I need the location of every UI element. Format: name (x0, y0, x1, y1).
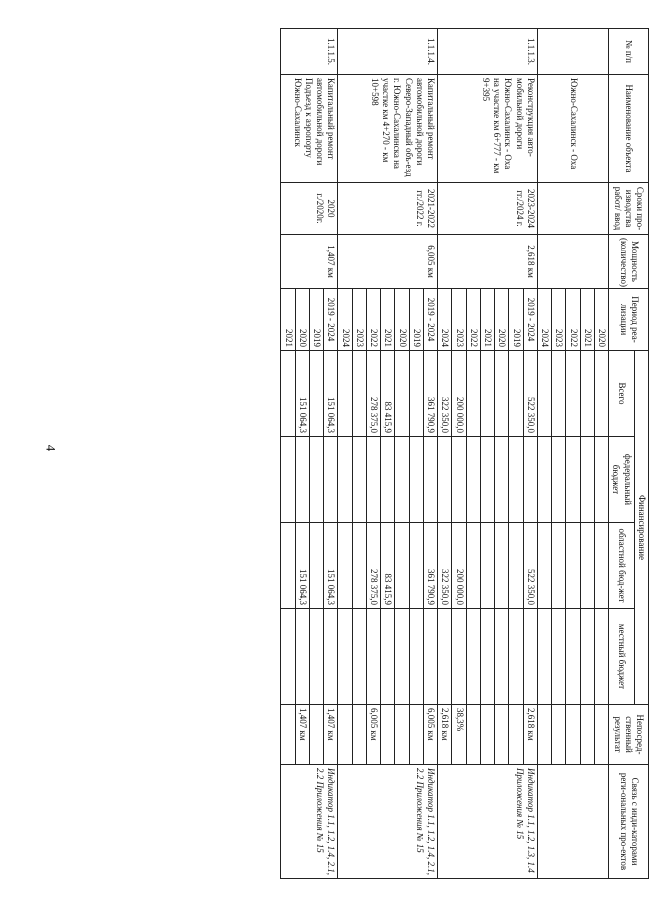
federal-budget (324, 437, 338, 523)
period: 2019 - 2024 (523, 289, 537, 351)
capacity: 2,618 км (438, 235, 538, 289)
cont-num-cell (538, 29, 609, 75)
header-num: № п/п (609, 29, 649, 75)
header-local: местный бюджет (609, 609, 635, 705)
direct-result (409, 705, 423, 765)
local-budget (481, 609, 495, 705)
regional-budget (395, 523, 409, 609)
direct-result (281, 705, 295, 765)
local-budget (338, 609, 352, 705)
federal-budget (495, 437, 509, 523)
financing-table (281, 28, 649, 879)
direct-result (466, 705, 480, 765)
total-amount (352, 351, 366, 437)
total-amount: 361 790,9 (424, 351, 438, 437)
object-name: Капитальный ремонт автомобильной дороги Подъезд к аэропорту Южно-Сахалинск (281, 75, 338, 183)
table-body (281, 29, 609, 879)
regional-budget: 151 064,3 (295, 523, 309, 609)
direct-result (381, 705, 395, 765)
row-number: 1.1.1.4. (338, 29, 438, 75)
regional-budget: 522 350,0 (523, 523, 537, 609)
period: 2022 (466, 289, 480, 351)
federal-budget (338, 437, 352, 523)
regional-budget (352, 523, 366, 609)
regional-budget (409, 523, 423, 609)
cont-period: 2022 (566, 289, 580, 351)
local-budget (295, 609, 309, 705)
direct-result: 1,407 км (295, 705, 309, 765)
direct-result: 6,005 км (424, 705, 438, 765)
page-number: 4 (43, 444, 59, 452)
period: 2019 (509, 289, 523, 351)
direct-result (310, 705, 324, 765)
header-capacity: Мощность (количество) (609, 235, 649, 289)
regional-budget: 278 375,0 (367, 523, 381, 609)
regional-budget (481, 523, 495, 609)
total-amount: 522 350,0 (523, 351, 537, 437)
federal-budget (523, 437, 537, 523)
header-link: Связь с инди-каторами реги-ональных про-ектов (609, 765, 649, 879)
local-budget (438, 609, 452, 705)
table-row (523, 29, 537, 879)
capacity: 6,005 км (338, 235, 438, 289)
local-budget (395, 609, 409, 705)
local-budget (466, 609, 480, 705)
total-amount: 151 064,3 (295, 351, 309, 437)
indicator-link: Индикатор 1.1, 1.2, 1.3, 1.4 Приложения № 15 (438, 765, 538, 879)
local-budget (367, 609, 381, 705)
total-amount (466, 351, 480, 437)
local-budget (509, 609, 523, 705)
regional-budget: 83 415,9 (381, 523, 395, 609)
local-budget (424, 609, 438, 705)
table-row (595, 29, 609, 879)
cont-link-cell (538, 765, 609, 879)
regional-budget (281, 523, 295, 609)
header-result: Непосред-ственный результат (609, 705, 649, 765)
cont-capacity-cell (538, 235, 609, 289)
regional-budget (495, 523, 509, 609)
period: 2020 (395, 289, 409, 351)
federal-budget (509, 437, 523, 523)
total-amount (495, 351, 509, 437)
regional-budget (338, 523, 352, 609)
regional-budget: 361 790,9 (424, 523, 438, 609)
work-terms: 2021-2022 гг./2022 г. (338, 183, 438, 235)
federal-budget (395, 437, 409, 523)
table-row (324, 29, 338, 879)
federal-budget (466, 437, 480, 523)
period: 2022 (367, 289, 381, 351)
direct-result: 2,618 км (438, 705, 452, 765)
federal-budget (409, 437, 423, 523)
local-budget (352, 609, 366, 705)
direct-result (509, 705, 523, 765)
period: 2020 (295, 289, 309, 351)
total-amount (338, 351, 352, 437)
cont-period: 2021 (580, 289, 594, 351)
direct-result (495, 705, 509, 765)
cont-terms-cell (538, 183, 609, 235)
regional-budget: 322 350,0 (438, 523, 452, 609)
period: 2023 (352, 289, 366, 351)
work-terms: 2020 г./2020г. (281, 183, 338, 235)
federal-budget (310, 437, 324, 523)
local-budget (310, 609, 324, 705)
direct-result: 38,3% (452, 705, 466, 765)
cont-period: 2020 (595, 289, 609, 351)
period: 2019 - 2024 (324, 289, 338, 351)
direct-result: 1,407 км (324, 705, 338, 765)
row-number: 1.1.1.5. (281, 29, 338, 75)
header-federal: федеральный бюджет (609, 437, 635, 523)
cont-name-cell (538, 75, 609, 183)
local-budget (281, 609, 295, 705)
federal-budget (295, 437, 309, 523)
header-regional: областной бюд-жет (609, 523, 635, 609)
regional-budget: 151 064,3 (324, 523, 338, 609)
total-amount (395, 351, 409, 437)
total-amount: 322 350,0 (438, 351, 452, 437)
total-amount: 200 000,0 (452, 351, 466, 437)
capacity: 1,407 км (281, 235, 338, 289)
direct-result: 2,618 км (523, 705, 537, 765)
local-budget (324, 609, 338, 705)
object-name: Капитальный ремонт автомобильной дороги Северо-Западный объ-езд г. Южно-Сахалинска на участке км 4+270 - км 10+598 (338, 75, 438, 183)
period: 2019 (409, 289, 423, 351)
period: 2024 (338, 289, 352, 351)
federal-budget (281, 437, 295, 523)
local-budget (452, 609, 466, 705)
local-budget (381, 609, 395, 705)
period: 2021 (481, 289, 495, 351)
local-budget (495, 609, 509, 705)
table-row (424, 29, 438, 879)
work-terms: 2023-2024 гг./2024 г. (438, 183, 538, 235)
period: 2023 (452, 289, 466, 351)
federal-budget (438, 437, 452, 523)
direct-result: 6,005 км (367, 705, 381, 765)
direct-result (395, 705, 409, 765)
federal-budget (481, 437, 495, 523)
total-amount: 83 415,9 (381, 351, 395, 437)
header-total: Всего (609, 351, 635, 437)
header-terms: Сроки про-изводства работ/ ввод (609, 183, 649, 235)
direct-result (481, 705, 495, 765)
local-budget (523, 609, 537, 705)
indicator-link: Индикатор 1.1, 1.2, 1.4, 2.1, 2.2 Приложения № 15 (338, 765, 438, 879)
period: 2019 - 2024 (424, 289, 438, 351)
regional-budget: 200 000,0 (452, 523, 466, 609)
total-amount (281, 351, 295, 437)
regional-budget (310, 523, 324, 609)
cont-period: 2023 (552, 289, 566, 351)
federal-budget (381, 437, 395, 523)
regional-budget (466, 523, 480, 609)
rotated-table-container (89, 28, 649, 878)
direct-result (352, 705, 366, 765)
federal-budget (452, 437, 466, 523)
header-financing: Финансирование (634, 351, 648, 705)
table-header (609, 29, 649, 879)
header-period: Период реа-лизации (609, 289, 649, 351)
total-amount: 151 064,3 (324, 351, 338, 437)
period: 2019 (310, 289, 324, 351)
period: 2024 (438, 289, 452, 351)
regional-budget (509, 523, 523, 609)
row-number: 1.1.1.3. (438, 29, 538, 75)
local-budget (409, 609, 423, 705)
total-amount (310, 351, 324, 437)
total-amount (481, 351, 495, 437)
federal-budget (424, 437, 438, 523)
object-name: Реконструкция авто-мобильной дороги Южно-Сахалинск - Оха на участке км 6+777 - км 9+395 (438, 75, 538, 183)
federal-budget (367, 437, 381, 523)
header-name: Наименование объекта (609, 75, 649, 183)
total-amount: 278 375,0 (367, 351, 381, 437)
cont-object-name: Южно-Сахалинск - Оха (568, 78, 579, 170)
period: 2021 (381, 289, 395, 351)
period: 2021 (281, 289, 295, 351)
cont-period: 2024 (538, 289, 552, 351)
period: 2020 (495, 289, 509, 351)
federal-budget (352, 437, 366, 523)
total-amount (509, 351, 523, 437)
total-amount (409, 351, 423, 437)
direct-result (338, 705, 352, 765)
indicator-link: Индикатор 1.1, 1.2, 1.4, 2.1, 2.2 Приложения № 15 (281, 765, 338, 879)
